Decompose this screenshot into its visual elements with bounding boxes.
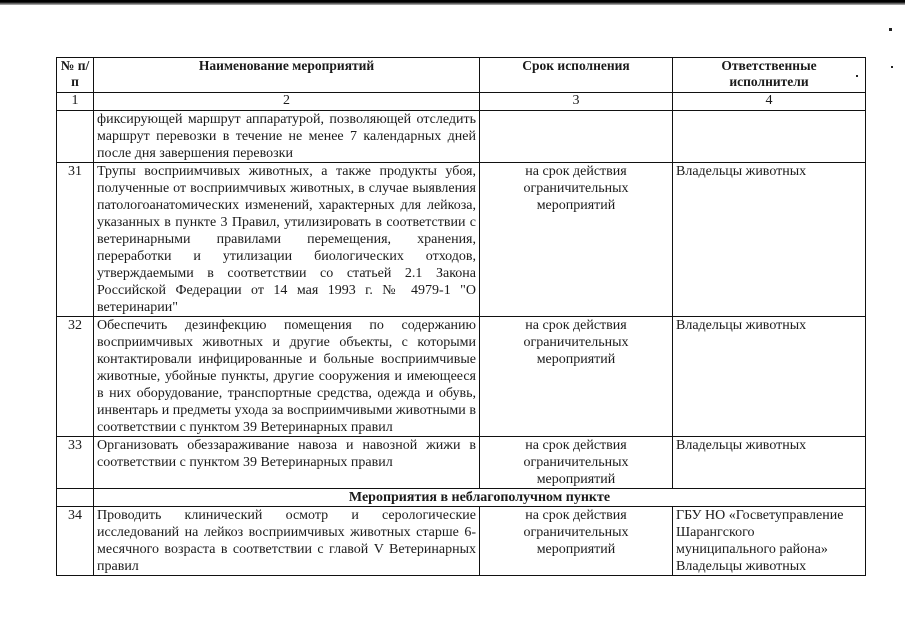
row-responsible: [673, 111, 866, 163]
header-responsible-line2: исполнители: [729, 74, 809, 89]
scan-speck: [891, 66, 893, 68]
row-number: 31: [57, 163, 94, 317]
scan-speck: [889, 28, 892, 31]
row-description: Трупы восприимчивых животных, а также продукты убоя, полученные от восприимчивых животных, в случае выявления патологоанатомических изменений, характерных для лейкоза, указанных в пункте 3 Правил, утилизировать в соответствии с ветеринарными правилами перемещения, хранения, переработки и утилизации биологических отходов, утверждаемыми в соответствии со статьей 2.1 Закона Российской Федерации от 14 мая 1993 г. № 4979-1 "О ветеринарии": [94, 163, 480, 317]
column-number: 3: [480, 93, 673, 111]
row-number: 34: [57, 507, 94, 576]
table-row: [57, 111, 866, 163]
row-description: Обеспечить дезинфекцию помещения по содержанию восприимчивых животных и другие объекты, с которыми контактировали инфицированные и больные восприимчивые животные, убойные пункты, другие сооружения и имеющееся в них оборудование, транспортные средства, одежда и обувь, инвентарь и предметы ухода за восприимчивыми животными в соответствии с пунктом 39 Ветеринарных правил: [94, 317, 480, 437]
section-title: Мероприятия в неблагополучном пункте: [94, 489, 866, 507]
section-row: [57, 489, 866, 507]
column-number: 2: [94, 93, 480, 111]
row-responsible: Владельцы животных: [673, 317, 866, 437]
table-row: [57, 163, 866, 317]
header-responsible-line1: Ответственные: [721, 58, 817, 73]
responsible-line: Владельцы животных: [676, 559, 807, 574]
row-term: на срок действия ограничительных мероприятий: [480, 163, 673, 317]
header-num: № п/п: [57, 58, 94, 93]
header-term: Срок исполнения: [480, 58, 673, 93]
row-description: фиксирующей маршрут аппаратурой, позволяющей отследить маршрут перевозки в течение не менее 7 календарных дней после дня завершения перевозки: [94, 111, 480, 163]
table-row: [57, 507, 866, 576]
row-responsible: Владельцы животных: [673, 163, 866, 317]
header-name: Наименование мероприятий: [94, 58, 480, 93]
column-number: 4: [673, 93, 866, 111]
column-number-row: [57, 93, 866, 111]
table-header-row: [57, 58, 866, 93]
row-number: [57, 111, 94, 163]
section-num-cell: [57, 489, 94, 507]
row-description: Проводить клинический осмотр и серологические исследований на лейкоз восприимчивых животных старше 6-месячного возраста в соответствии с главой V Ветеринарных правил: [94, 507, 480, 576]
row-term: на срок действия ограничительных мероприятий: [480, 507, 673, 576]
scan-top-border: [0, 0, 905, 5]
row-term: на срок действия ограничительных мероприятий: [480, 317, 673, 437]
row-responsible: Владельцы животных: [673, 437, 866, 489]
responsible-line: муниципального района»: [676, 542, 828, 557]
table-row: [57, 317, 866, 437]
row-number: 33: [57, 437, 94, 489]
row-description: Организовать обеззараживание навоза и навозной жижи в соответствии с пунктом 39 Ветеринарных правил: [94, 437, 480, 489]
responsible-line: ГБУ НО «Госветуправление: [676, 508, 844, 523]
row-term: [480, 111, 673, 163]
row-responsible: [673, 507, 866, 576]
header-responsible: [673, 58, 866, 93]
responsible-line: Шарангского: [676, 525, 755, 540]
row-number: 32: [57, 317, 94, 437]
row-term: на срок действия ограничительных мероприятий: [480, 437, 673, 489]
measures-table: [56, 57, 866, 576]
table-row: [57, 437, 866, 489]
column-number: 1: [57, 93, 94, 111]
